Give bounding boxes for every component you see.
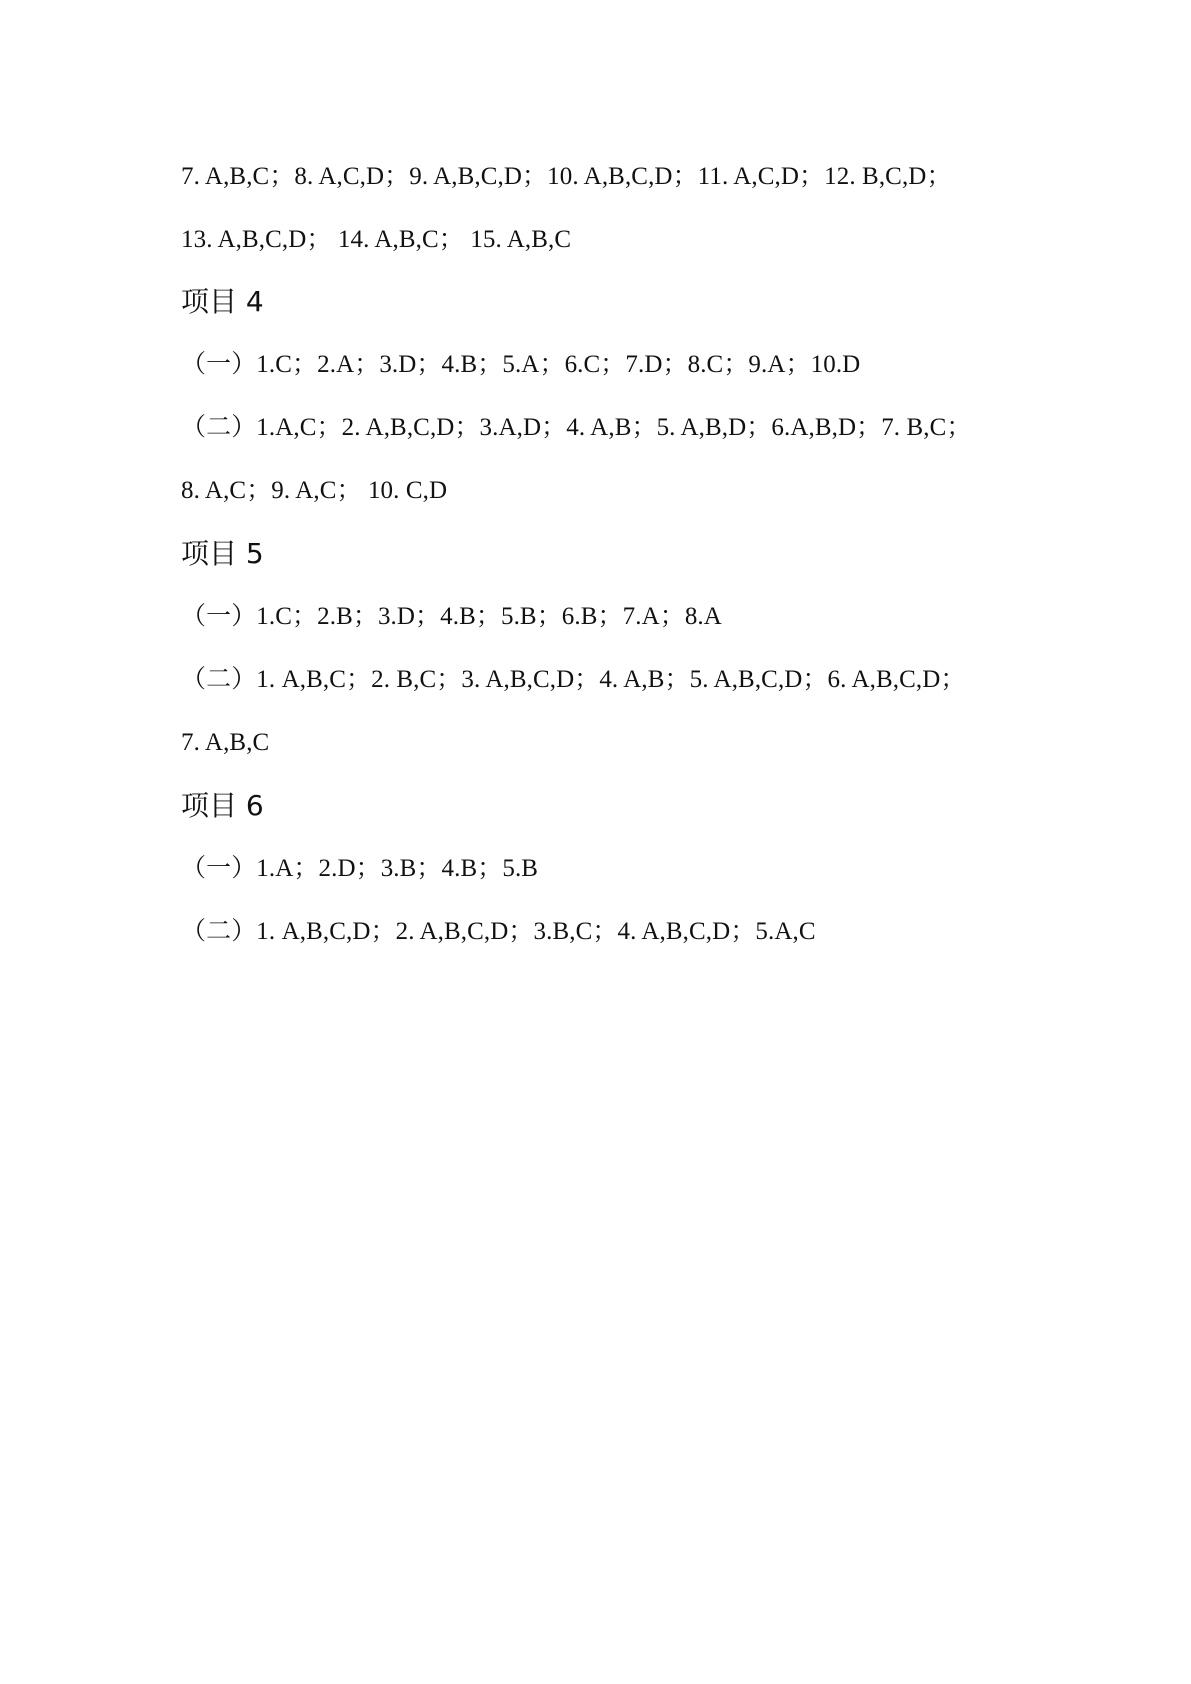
section-4-part-2-cont: 8. A,C；9. A,C； 10. C,D — [181, 477, 448, 504]
section-5-part-2-cont: 7. A,B,C — [181, 729, 270, 756]
section-6-part-1: （一）1.A；2.D；3.B；4.B；5.B — [181, 855, 539, 882]
section-4-part-1: （一）1.C；2.A；3.D；4.B；5.A；6.C；7.D；8.C；9.A；10.D — [181, 351, 861, 378]
section-heading-4: 项目 4 — [181, 285, 264, 318]
section-5-part-1: （一）1.C；2.B；3.D；4.B；5.B；6.B；7.A；8.A — [181, 603, 722, 630]
section-heading-5: 项目 5 — [181, 537, 264, 570]
section-5-part-2: （二）1. A,B,C；2. B,C；3. A,B,C,D；4. A,B；5. A,B,C,D；6. A,B,C,D； — [181, 666, 966, 693]
section-6-part-2: （二）1. A,B,C,D；2. A,B,C,D；3.B,C；4. A,B,C,D；5.A,C — [181, 918, 816, 945]
answer-line-13-15: 13. A,B,C,D； 14. A,B,C； 15. A,B,C — [181, 226, 572, 253]
answer-line-7-12: 7. A,B,C；8. A,C,D；9. A,B,C,D；10. A,B,C,D；11. A,C,D；12. B,C,D； — [181, 163, 952, 190]
section-4-part-2: （二）1.A,C；2. A,B,C,D；3.A,D；4. A,B；5. A,B,D；6.A,B,D；7. B,C； — [181, 414, 972, 441]
section-heading-6: 项目 6 — [181, 789, 264, 822]
